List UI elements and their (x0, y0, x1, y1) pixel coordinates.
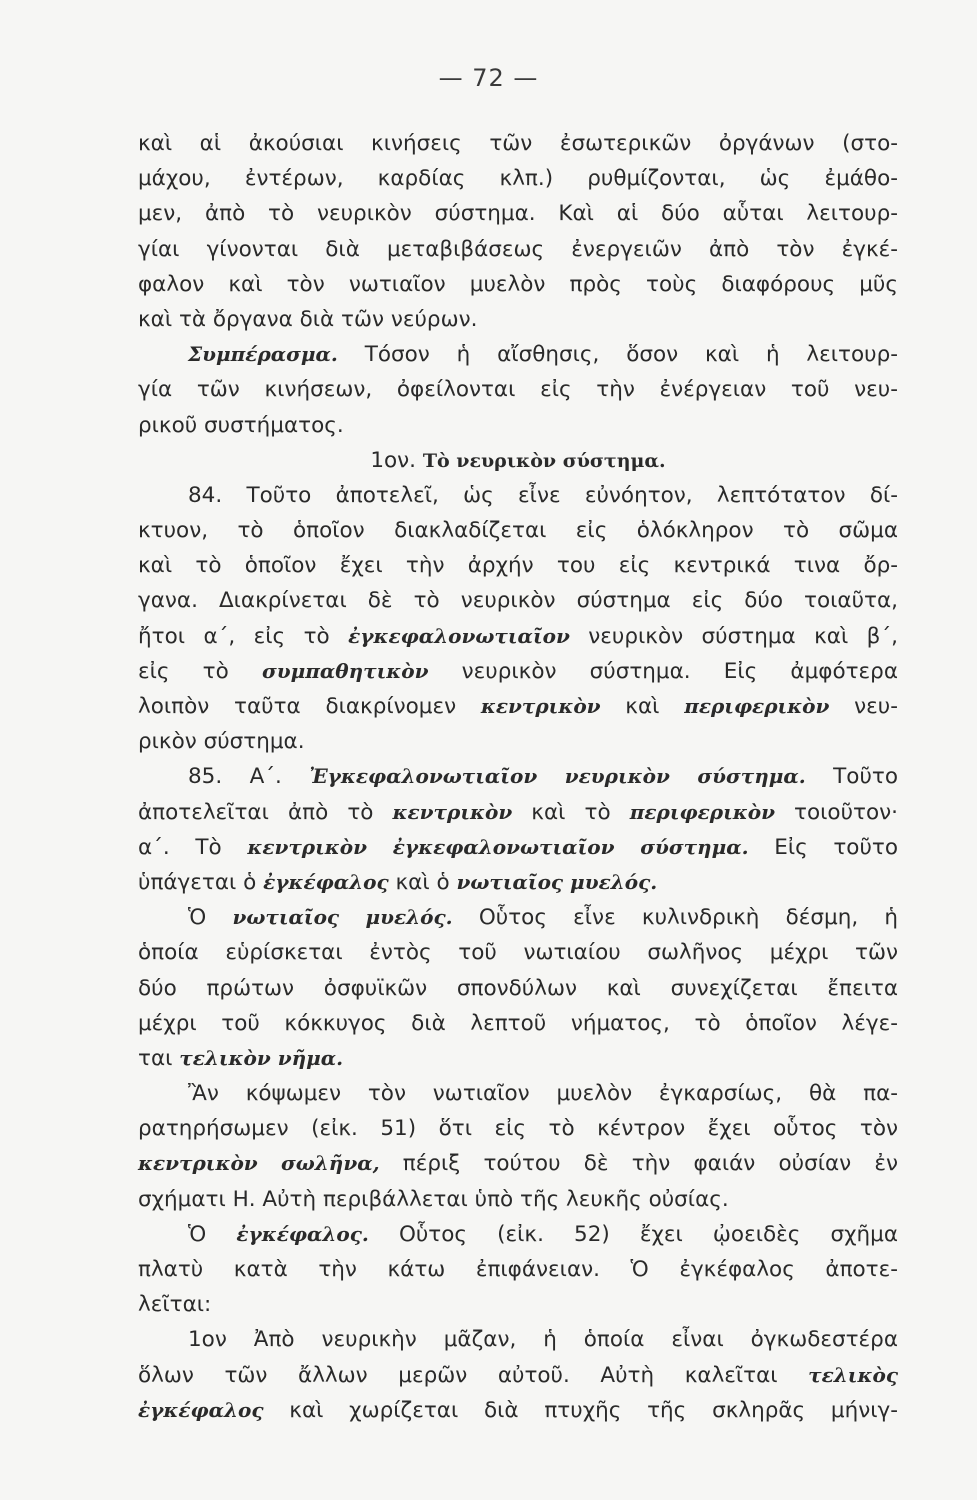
text-run: πλατὺ κατὰ τὴν κάτω ἐπιφάνειαν. Ὁ ἐγκέφαλος ἀποτε- (138, 1257, 898, 1282)
text-run: γίαι γίνονται διὰ μεταβιβάσεως ἐνεργειῶν ἀπὸ τὸν ἐγκέ- (138, 236, 898, 262)
text-run: νευ- (829, 694, 898, 719)
text-run: α΄. Τὸ (138, 834, 248, 860)
text-run: Τόσον ἡ αἴσθησις, ὅσον καὶ ἡ λειτουρ- (337, 342, 898, 368)
text-run: Τοῦτο (805, 764, 898, 790)
text-line (138, 443, 898, 478)
text-line (138, 548, 898, 583)
text-line (138, 408, 898, 443)
text-line (138, 1006, 898, 1041)
text-run: νευρικὸν σύστημα καὶ β΄, (569, 623, 898, 649)
text-line (138, 971, 898, 1006)
text-run: ται (138, 1045, 180, 1071)
text-line (138, 1111, 898, 1146)
text-line (138, 1041, 898, 1076)
text-line (138, 267, 898, 302)
text-line (138, 900, 898, 935)
text-run: κτυον, τὸ ὁποῖον διακλαδίζεται εἰς ὁλόκληρον τὸ σῶμα (138, 518, 898, 544)
text-line (138, 196, 898, 231)
text-run: ρατηρήσωμεν (εἰκ. 51) ὅτι εἰς τὸ κέντρον ἔχει οὗτος τὸν (138, 1116, 898, 1142)
text-run: καὶ τὸ ὁποῖον ἔχει τὴν ἀρχήν του εἰς κεντρικά τινα ὄρ- (138, 553, 898, 579)
text-run: καὶ τὸ (512, 799, 630, 825)
text-run: 85. Α΄. (188, 764, 310, 790)
text-run: Ὁ (188, 1221, 237, 1247)
emphasis-term: ἐγκέφαλος (263, 869, 389, 894)
emphasis-term: νωτιαῖος μυελός. (232, 905, 453, 930)
text-run: σχήματι Η. Αὐτὴ περιβάλλεται ὑπὸ τῆς λευκῆς οὐσίας. (138, 1186, 729, 1212)
emphasis-term: Τὸ νευρικὸν σύστημα. (422, 449, 666, 472)
text-line (138, 513, 898, 548)
text-run: γία τῶν κινήσεων, ὀφείλονται εἰς τὴν ἐνέργειαν τοῦ νευ- (138, 377, 898, 403)
text-run: εἰς τὸ (138, 658, 262, 684)
text-line (138, 126, 898, 161)
text-line (138, 935, 898, 970)
text-run: μέχρι τοῦ κόκκυγος διὰ λεπτοῦ νήματος, τὸ ὁποῖον λέγε- (138, 1010, 898, 1036)
text-run: 1ον. (370, 447, 423, 473)
text-run: ἀποτελεῖται ἀπὸ τὸ (138, 799, 393, 825)
text-run: καὶ χωρίζεται διὰ πτυχῆς τῆς σκληρᾶς μήνιγ- (263, 1397, 898, 1423)
text-run: ὑπάγεται ὁ (138, 869, 264, 895)
text-line (138, 337, 898, 372)
text-line (138, 1252, 898, 1287)
text-run: καὶ ὁ (388, 869, 457, 895)
text-run: πέριξ τούτου δὲ τὴν φαιάν οὐσίαν ἐν (379, 1151, 898, 1177)
text-run: φαλον καὶ τὸν νωτιαῖον μυελὸν πρὸς τοὺς διαφόρους μῦς (138, 271, 898, 297)
page-number: — 72 — (438, 64, 539, 92)
text-line (138, 1182, 898, 1217)
text-line (138, 1358, 898, 1393)
emphasis-term: κεντρικὸν ἐγκεφαλονωτιαῖον σύστημα. (247, 834, 749, 859)
text-run: ὁποία εὑρίσκεται ἐντὸς τοῦ νωτιαίου σωλῆνος μέχρι τῶν (138, 940, 898, 966)
text-run: Ἂν κόψωμεν τὸν νωτιαῖον μυελὸν ἐγκαρσίως, θὰ πα- (188, 1081, 898, 1107)
text-run: γανα. Διακρίνεται δὲ τὸ νευρικὸν σύστημα εἰς δύο τοιαῦτα, (138, 588, 898, 614)
text-run: λοιπὸν ταῦτα διακρίνομεν (138, 694, 481, 719)
text-run: μεν, ἀπὸ τὸ νευρικὸν σύστημα. Καὶ αἱ δύο αὗται λειτουρ- (138, 201, 898, 227)
emphasis-term: κεντρικὸν (480, 694, 601, 718)
emphasis-term: νωτιαῖος μυελός. (456, 869, 658, 894)
text-run: νευρικὸν σύστημα. Εἰς ἀμφότερα (428, 658, 898, 684)
text-line (138, 372, 898, 407)
text-run: Οὗτος εἶνε κυλινδρικὴ δέσμη, ἡ (452, 905, 899, 931)
text-run: λεῖται: (138, 1292, 212, 1318)
emphasis-term: τελικὸς (808, 1362, 898, 1387)
text-line (138, 1287, 898, 1322)
emphasis-term: κεντρικὸν (392, 799, 513, 824)
emphasis-term: Ἐγκεφαλονωτιαῖον νευρικὸν σύστημα. (309, 764, 806, 789)
text-line (138, 795, 898, 830)
text-line (138, 689, 898, 724)
text-run: μάχου, ἐντέρων, καρδίας κλπ.) ρυθμίζονται, ὡς ἐμάθο- (138, 166, 898, 192)
emphasis-term: κεντρικὸν σωλῆνα, (138, 1151, 380, 1176)
text-run: τοιοῦτον· (774, 799, 898, 825)
text-run: ἤτοι α΄, εἰς τὸ (138, 623, 349, 649)
text-line (138, 654, 898, 689)
text-line (138, 232, 898, 267)
text-run: καὶ αἱ ἀκούσιαι κινήσεις τῶν ἐσωτερικῶν ὀργάνων (στο- (138, 131, 898, 156)
text-line (138, 619, 898, 654)
text-run: δύο πρώτων ὀσφυϊκῶν σπονδύλων καὶ συνεχίζεται ἔπειτα (138, 975, 898, 1001)
emphasis-term: ἐγκεφαλονωτιαῖον (348, 623, 570, 648)
text-line (138, 759, 898, 794)
text-run: Ὁ (188, 905, 233, 931)
text-line (138, 161, 898, 196)
text-line (138, 302, 898, 337)
emphasis-term: ἐγκέφαλος (138, 1397, 264, 1422)
emphasis-term: τελικὸν νῆμα. (179, 1045, 344, 1070)
text-line (138, 865, 898, 900)
text-run: καὶ τὰ ὄργανα διὰ τῶν νεύρων. (138, 306, 478, 332)
text-line (138, 1393, 898, 1428)
text-run: 84. Τοῦτο ἀποτελεῖ, ὡς εἶνε εὐνόητον, λεπτότατον δί- (188, 482, 898, 508)
text-line (138, 724, 898, 759)
text-line (138, 478, 898, 513)
text-run: Εἰς τοῦτο (748, 834, 898, 860)
text-run: ρικὸν σύστημα. (138, 729, 305, 755)
text-line (138, 830, 898, 865)
emphasis-term: συμπαθητικὸν (261, 658, 429, 683)
text-run: ὅλων τῶν ἄλλων μερῶν αὐτοῦ. Αὐτὴ καλεῖται (138, 1362, 809, 1388)
body-text (138, 126, 898, 1428)
text-line (138, 1322, 898, 1357)
emphasis-term: ἐγκέφαλος. (236, 1221, 369, 1246)
text-run: καὶ (600, 694, 685, 719)
text-line (138, 1217, 898, 1252)
emphasis-term: Συμπέρασμα. (188, 342, 338, 367)
text-line (138, 583, 898, 618)
text-run: Οὗτος (εἰκ. 52) ἔχει ᾠοειδὲς σχῆμα (368, 1221, 898, 1247)
text-run: ρικοῦ συστήματος. (138, 412, 344, 438)
text-run: 1ον Ἀπὸ νευρικὴν μᾶζαν, ἡ ὁποία εἶναι ὀγκωδεστέρα (188, 1327, 898, 1353)
emphasis-term: περιφερικὸν (684, 694, 830, 718)
text-line (138, 1146, 898, 1181)
emphasis-term: περιφερικὸν (629, 799, 775, 824)
text-line (138, 1076, 898, 1111)
